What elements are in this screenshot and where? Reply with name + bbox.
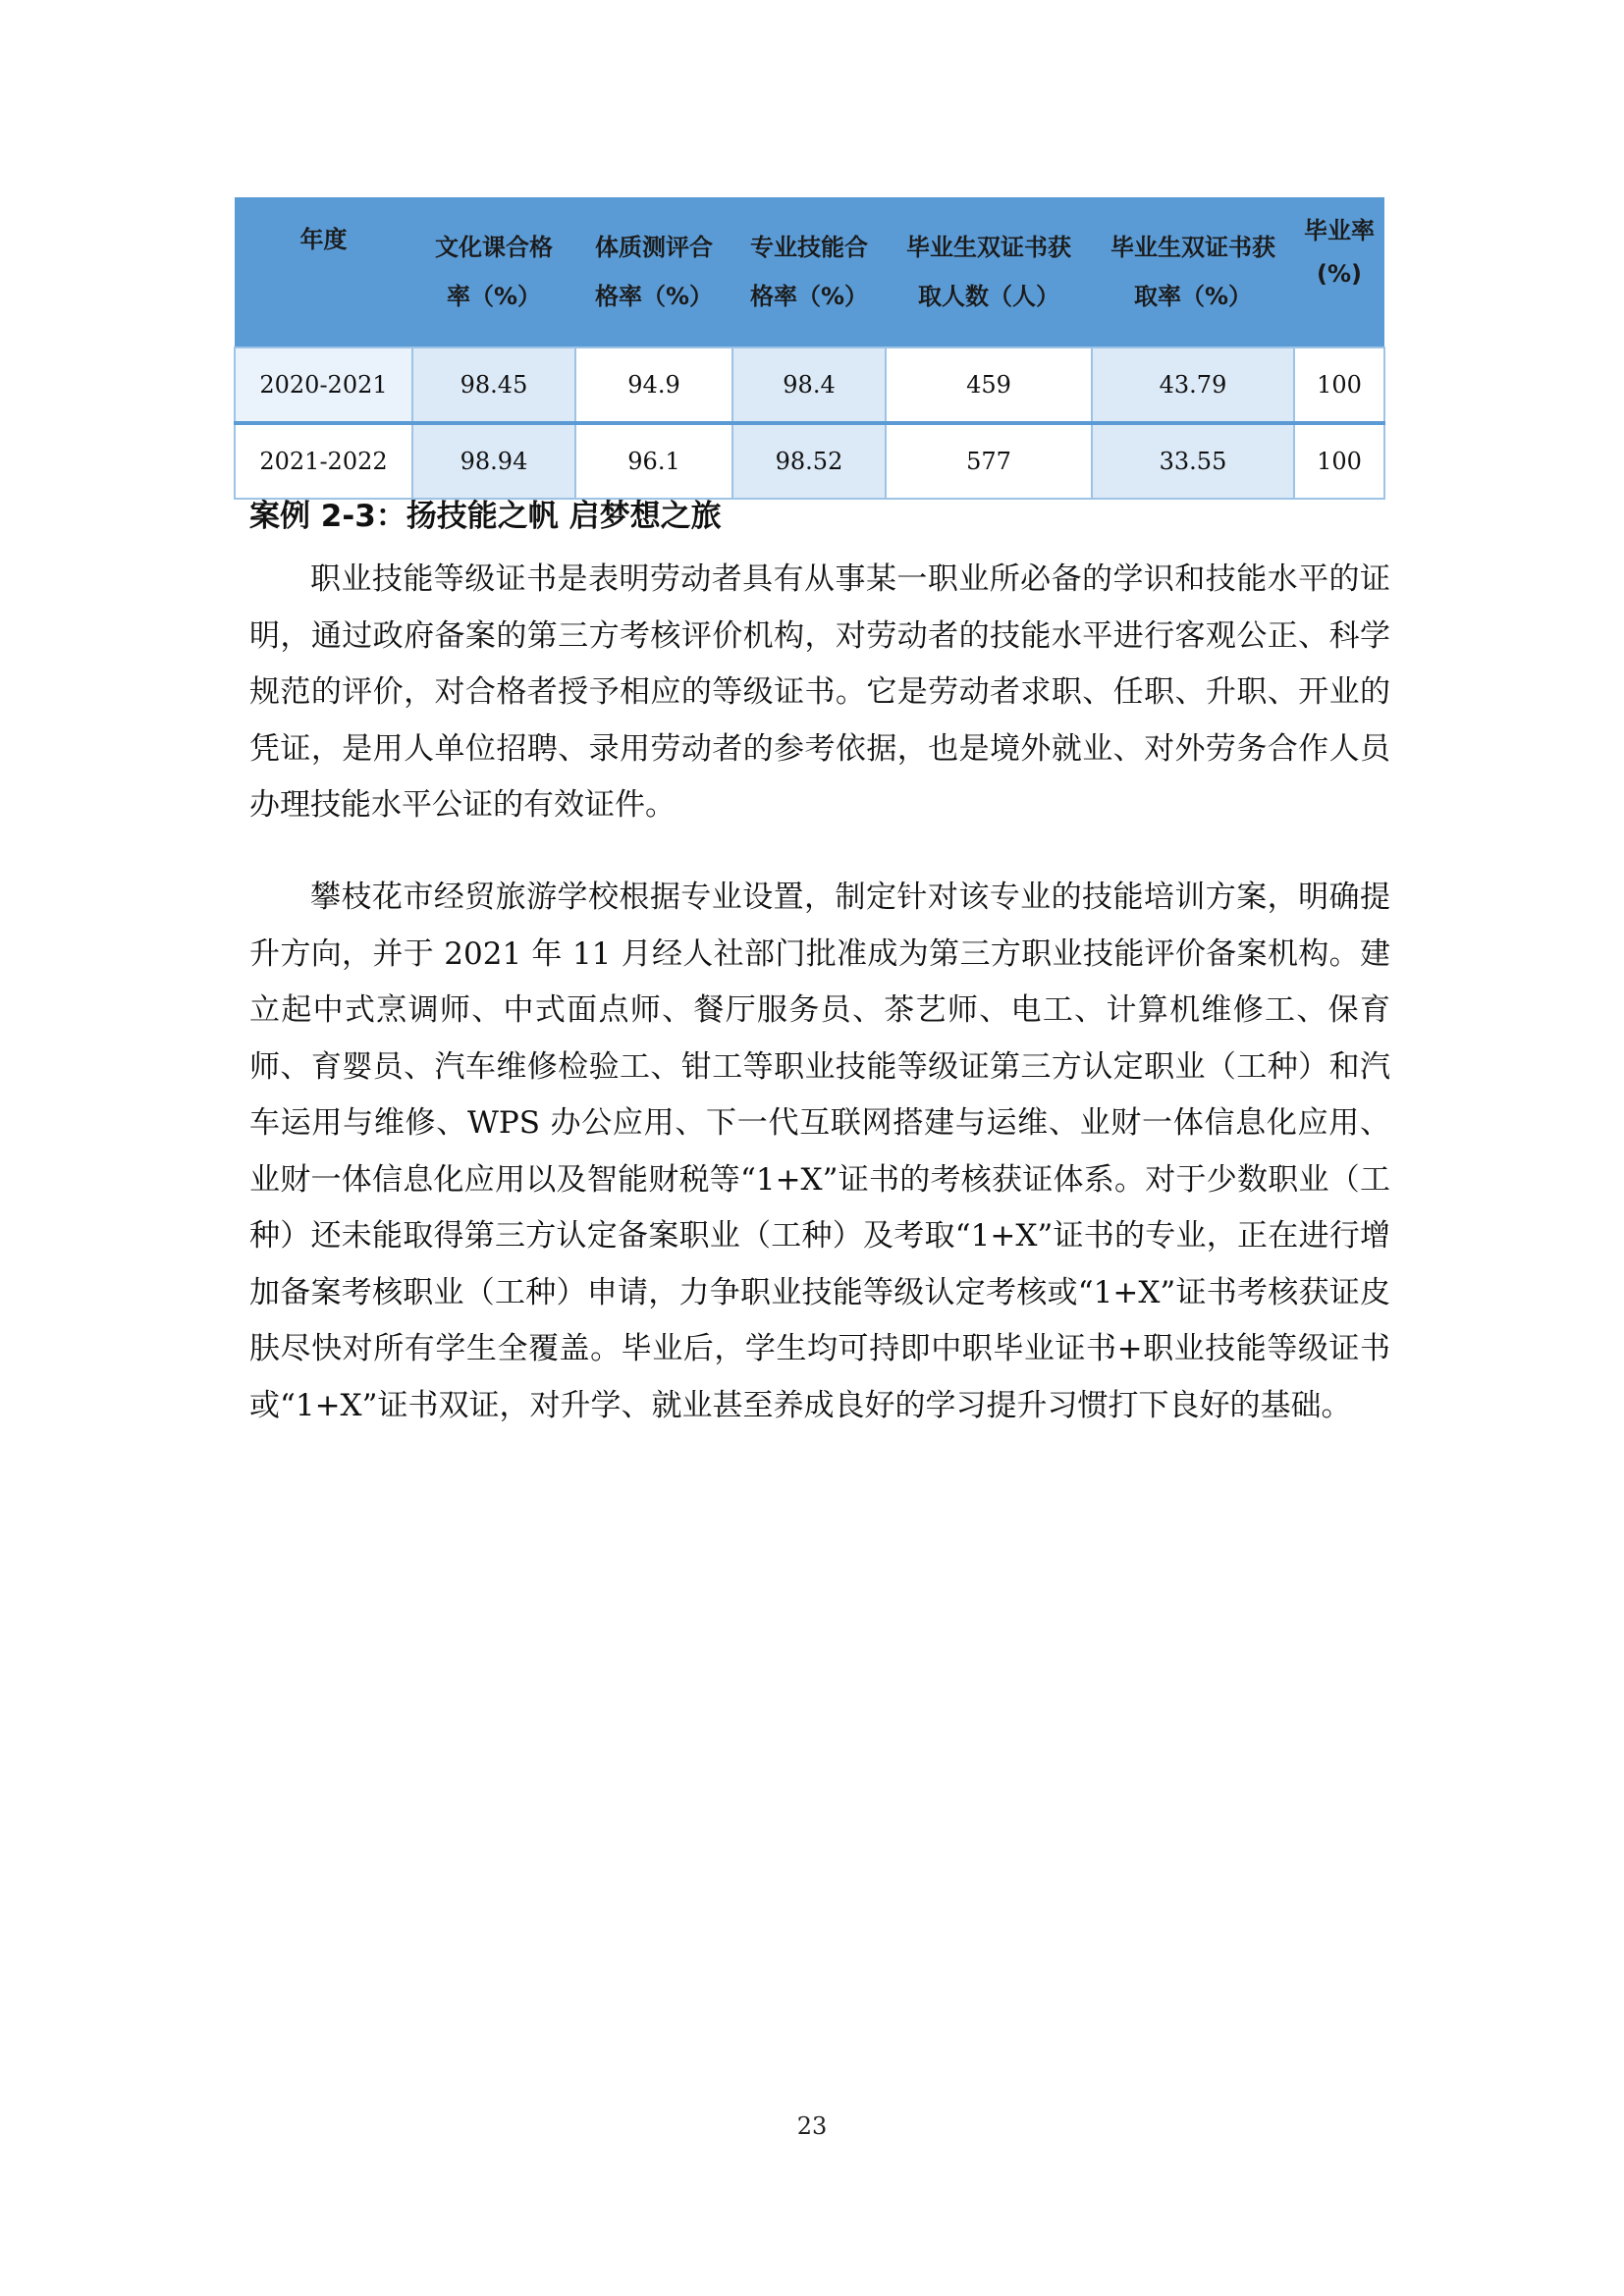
header-dual-cert-count: 毕业生双证书获 取人数（人） xyxy=(886,197,1092,347)
table-row xyxy=(235,423,1384,499)
cell-graduation-rate: 100 xyxy=(1294,423,1384,499)
graduation-stats-table xyxy=(234,197,1385,500)
header-physical-pass-rate: 体质测评合 格率（%） xyxy=(575,197,732,347)
cell-culture-pass-rate: 98.94 xyxy=(412,423,575,499)
case-title: 案例 2-3：扬技能之帆 启梦想之旅 xyxy=(249,499,722,534)
header-skill-pass-rate: 专业技能合 格率（%） xyxy=(732,197,886,347)
cell-culture-pass-rate: 98.45 xyxy=(412,347,575,423)
cell-year: 2020-2021 xyxy=(235,347,412,423)
header-year: 年度 xyxy=(235,197,412,347)
page-number: 23 xyxy=(796,2112,828,2140)
cell-skill-pass-rate: 98.4 xyxy=(732,347,886,423)
cell-dual-cert-count: 459 xyxy=(886,347,1092,423)
cell-year: 2021-2022 xyxy=(235,423,412,499)
cell-graduation-rate: 100 xyxy=(1294,347,1384,423)
header-graduation-rate: 毕业率 (%) xyxy=(1294,197,1384,347)
header-culture-pass-rate: 文化课合格 率（%） xyxy=(412,197,575,347)
paragraph-cert-definition: 职业技能等级证书是表明劳动者具有从事某一职业所必备的学识和技能水平的证明，通过政府备案的第三方考核评价机构，对劳动者的技能水平进行客观公正、科学规范的评价，对合格者授予相应的等级证书。它是劳动者求职、任职、升职、开业的凭证，是用人单位招聘、录用劳动者的参考依据，也是境外就业、对外劳务合作人员办理技能水平公证的有效证件。 xyxy=(249,561,1390,823)
cell-physical-pass-rate: 96.1 xyxy=(575,423,732,499)
cell-skill-pass-rate: 98.52 xyxy=(732,423,886,499)
cell-physical-pass-rate: 94.9 xyxy=(575,347,732,423)
paragraph-school-practice: 攀枝花市经贸旅游学校根据专业设置，制定针对该专业的技能培训方案，明确提升方向，并于 2021 年 11 月经人社部门批准成为第三方职业技能评价备案机构。建立起中式烹调师、中式面点师、餐厅服务员、茶艺师、电工、计算机维修工、保育师、育婴员、汽车维修检验工、钳工等职业技能等级证第三方认定职业（工种）和汽车运用与维修、WPS 办公应用、下一代互联网搭建与运维、业财一体信息化应用、业财一体信息化应用以及智能财税等“1+X”证书的考核获证体系。对于少数职业（工种）还未能取得第三方认定备案职业（工种）及考取“1+X”证书的专业，正在进行增加备案考核职业（工种）申请，力争职业技能等级认定考核或“1+X”证书考核获证皮肤尽快对所有学生全覆盖。毕业后，学生均可持即中职毕业证书+职业技能等级证书或“1+X”证书双证，对升学、就业甚至养成良好的学习提升习惯打下良好的基础。 xyxy=(249,880,1390,1423)
header-dual-cert-rate: 毕业生双证书获 取率（%） xyxy=(1092,197,1294,347)
table-header-row xyxy=(235,197,1384,347)
cell-dual-cert-rate: 43.79 xyxy=(1092,347,1294,423)
cell-dual-cert-rate: 33.55 xyxy=(1092,423,1294,499)
cell-dual-cert-count: 577 xyxy=(886,423,1092,499)
table-row xyxy=(235,347,1384,423)
